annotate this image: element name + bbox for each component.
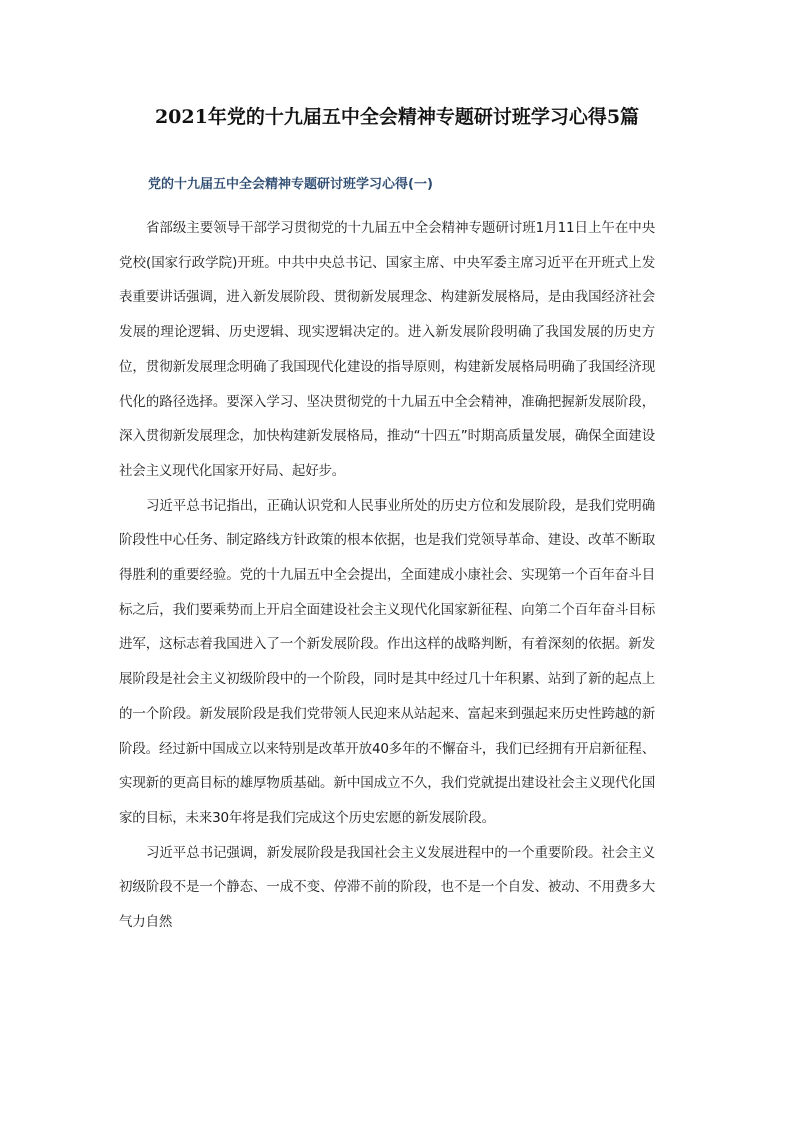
document-body — [119, 211, 655, 940]
document-title: 2021年党的十九届五中全会精神专题研讨班学习心得5篇 — [154, 106, 640, 128]
paragraph: 习近平总书记强调，新发展阶段是我国社会主义发展进程中的一个重要阶段。社会主义初级阶段不是一个静态、一成不变、停滞不前的阶段，也不是一个自发、被动、不用费多大气力自然 — [119, 844, 655, 931]
paragraph: 省部级主要领导干部学习贯彻党的十九届五中全会精神专题研讨班1月11日上午在中央党校(国家行政学院)开班。中共中央总书记、国家主席、中央军委主席习近平在开班式上发表重要讲话强调，进入新发展阶段、贯彻新发展理念、构建新发展格局，是由我国经济社会发展的理论逻辑、历史逻辑、现实逻辑决定的。进入新发展阶段明确了我国发展的历史方位，贯彻新发展理念明确了我国现代化建设的指导原则，构建新发展格局明确了我国经济现代化的路径选择。要深入学习、坚决贯彻党的十九届五中全会精神，准确把握新发展阶段，深入贯彻新发展理念，加快构建新发展格局，推动“十四五”时期高质量发展，确保全面建设社会主义现代化国家开好局、起好步。 — [119, 220, 655, 479]
paragraph: 习近平总书记指出，正确认识党和人民事业所处的历史方位和发展阶段，是我们党明确阶段性中心任务、制定路线方针政策的根本依据，也是我们党领导革命、建设、改革不断取得胜利的重要经验。党的十九届五中全会提出，全面建成小康社会、实现第一个百年奋斗目标之后，我们要乘势而上开启全面建设社会主义现代化国家新征程、向第二个百年奋斗目标进军，这标志着我国进入了一个新发展阶段。作出这样的战略判断，有着深刻的依据。新发展阶段是社会主义初级阶段中的一个阶段，同时是其中经过几十年积累、站到了新的起点上的一个阶段。新发展阶段是我们党带领人民迎来从站起来、富起来到强起来历史性跨越的新阶段。经过新中国成立以来特别是改革开放40多年的不懈奋斗，我们已经拥有开启新征程、实现新的更高目标的雄厚物质基础。新中国成立不久，我们党就提出建设社会主义现代化国家的目标，未来30年将是我们完成这个历史宏愿的新发展阶段。 — [119, 497, 655, 826]
section-heading: 党的十九届五中全会精神专题研讨班学习心得(一) — [148, 177, 433, 192]
